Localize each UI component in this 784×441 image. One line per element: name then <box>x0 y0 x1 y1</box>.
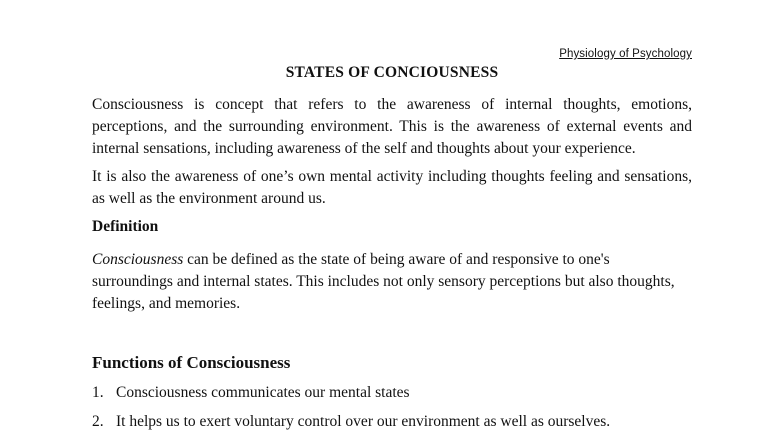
list-item-text: It helps us to exert voluntary control over our environment as well as ourselves. <box>116 413 611 430</box>
definition-heading: Definition <box>92 218 159 235</box>
paragraph-awareness: It is also the awareness of one’s own mental activity including thoughts feeling and sensations, as well as the environment around us. <box>92 168 692 207</box>
list-item-number: 1. <box>92 384 104 401</box>
list-item <box>92 411 610 440</box>
list-item <box>92 382 610 411</box>
list-item-text: Consciousness communicates our mental states <box>116 384 410 401</box>
list-item-number: 2. <box>92 413 104 430</box>
paragraph-intro: Consciousness is concept that refers to the awareness of internal thoughts, emotions, perceptions, and the surrounding environment. This is the awareness of external events and internal sensations, including awareness of the self and thoughts about your experience. <box>92 96 692 157</box>
definition-text: can be defined as the state of being aware of and responsive to one's surroundings and internal states. This includes not only sensory perceptions but also thoughts, feelings, and memories. <box>92 251 675 312</box>
header-note: Physiology of Psychology <box>559 48 692 60</box>
page-title: STATES OF CONCIOUSNESS <box>285 64 499 81</box>
functions-list <box>92 382 610 440</box>
definition-term: Consciousness <box>92 251 184 268</box>
definition-paragraph <box>92 249 682 315</box>
functions-heading: Functions of Consciousness <box>92 353 291 372</box>
